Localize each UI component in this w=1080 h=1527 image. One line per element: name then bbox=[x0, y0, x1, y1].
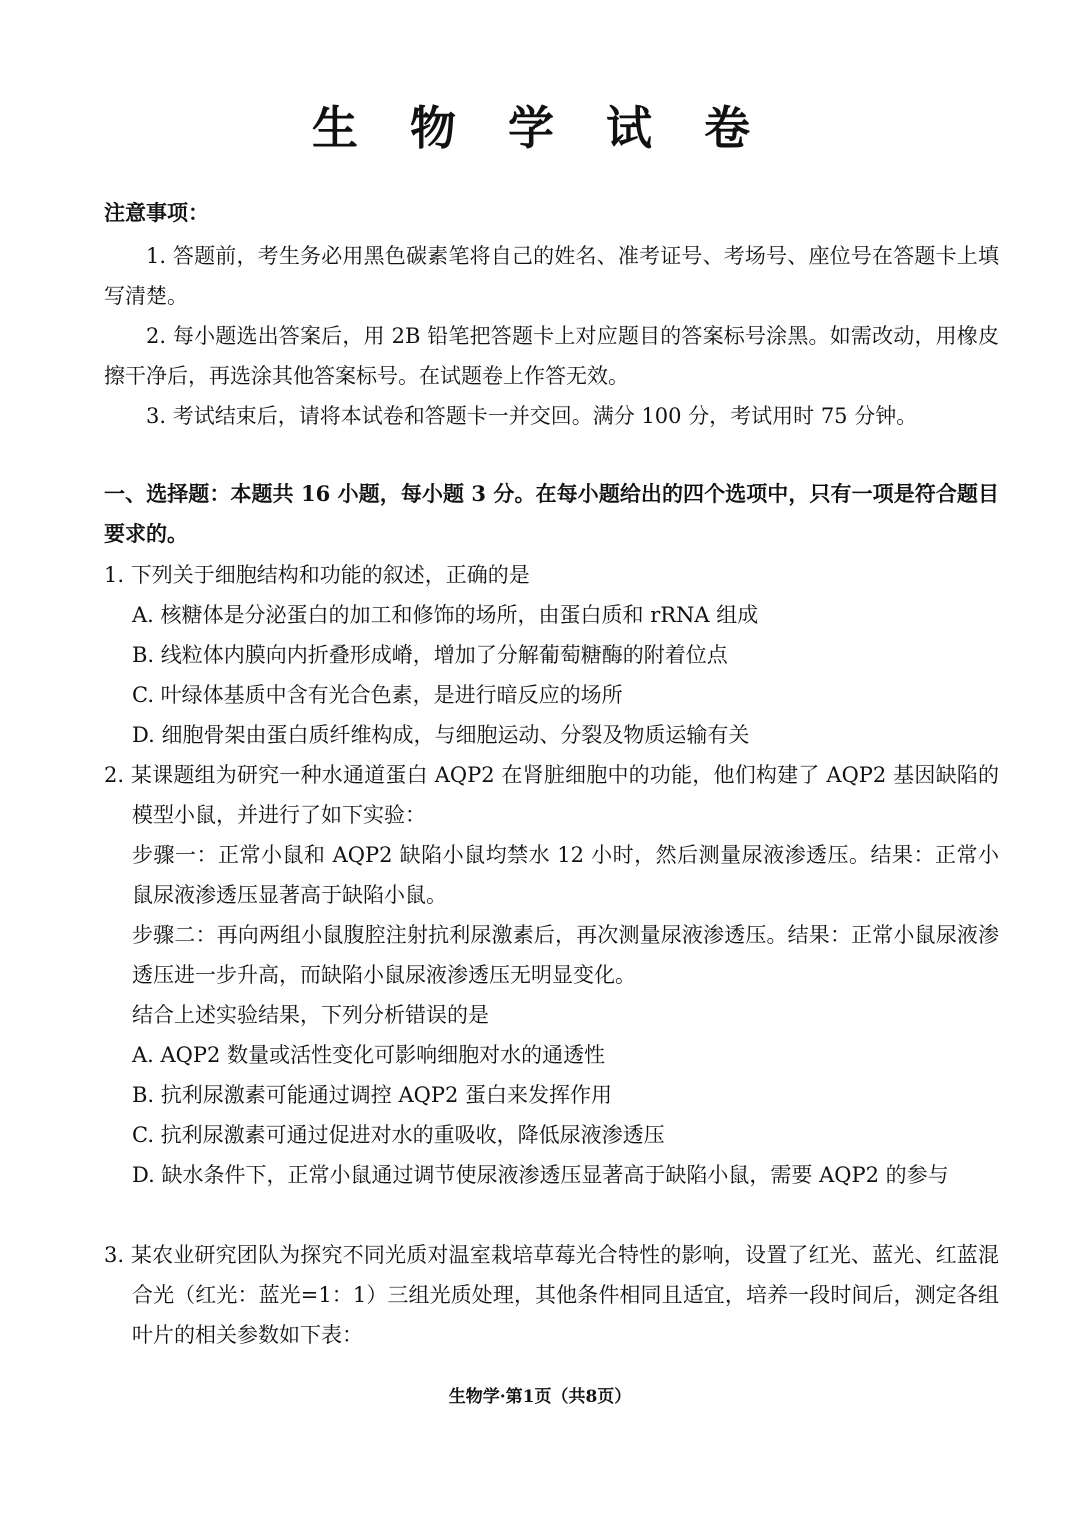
question-3-stem: 3. 某农业研究团队为探究不同光质对温室栽培草莓光合特性的影响，设置了红光、蓝光、红蓝混合光（红光：蓝光=1：1）三组光质处理，其他条件相同且适宜，培养一段时间后，测定各组叶片的相关参数如下表： bbox=[104, 1243, 999, 1347]
notice-item-3: 3. 考试结束后，请将本试卷和答题卡一并交回。满分 100 分，考试用时 75 分钟。 bbox=[146, 404, 918, 428]
question-2-stem: 2. 某课题组为研究一种水通道蛋白 AQP2 在肾脏细胞中的功能，他们构建了 AQP2 基因缺陷的模型小鼠，并进行了如下实验： bbox=[104, 763, 999, 827]
question-2-option-b: B. 抗利尿激素可能通过调控 AQP2 蛋白来发挥作用 bbox=[132, 1083, 613, 1107]
page-title: 生 物 学 试 卷 bbox=[311, 101, 769, 155]
question-2-step-1: 步骤一：正常小鼠和 AQP2 缺陷小鼠均禁水 12 小时，然后测量尿液渗透压。结果：正常小鼠尿液渗透压显著高于缺陷小鼠。 bbox=[132, 843, 999, 907]
question-1-option-b: B. 线粒体内膜向内折叠形成嵴，增加了分解葡萄糖酶的附着位点 bbox=[132, 643, 728, 667]
question-1-option-a: A. 核糖体是分泌蛋白的加工和修饰的场所，由蛋白质和 rRNA 组成 bbox=[132, 603, 759, 627]
page-footer: 生物学·第1页（共8页） bbox=[448, 1387, 632, 1407]
question-2-option-d: D. 缺水条件下，正常小鼠通过调节使尿液渗透压显著高于缺陷小鼠，需要 AQP2 的参与 bbox=[132, 1163, 949, 1187]
notice-item-2: 2. 每小题选出答案后，用 2B 铅笔把答题卡上对应题目的答案标号涂黑。如需改动，用橡皮擦干净后，再选涂其他答案标号。在试题卷上作答无效。 bbox=[104, 324, 999, 388]
question-1-option-d: D. 细胞骨架由蛋白质纤维构成，与细胞运动、分裂及物质运输有关 bbox=[132, 723, 750, 747]
question-2-option-c: C. 抗利尿激素可通过促进对水的重吸收，降低尿液渗透压 bbox=[132, 1123, 665, 1147]
question-1-stem: 1. 下列关于细胞结构和功能的叙述，正确的是 bbox=[104, 563, 530, 587]
section-heading: 一、选择题：本题共 16 小题，每小题 3 分。在每小题给出的四个选项中，只有一项是符合题目要求的。 bbox=[104, 481, 999, 546]
question-2-option-a: A. AQP2 数量或活性变化可影响细胞对水的通透性 bbox=[132, 1043, 606, 1067]
notice-heading: 注意事项： bbox=[104, 200, 209, 225]
question-2-prompt: 结合上述实验结果，下列分析错误的是 bbox=[132, 1003, 489, 1027]
notice-item-1: 1. 答题前，考生务必用黑色碳素笔将自己的姓名、准考证号、考场号、座位号在答题卡上填写清楚。 bbox=[104, 244, 999, 308]
question-1-option-c: C. 叶绿体基质中含有光合色素，是进行暗反应的场所 bbox=[132, 683, 623, 707]
question-2-step-2: 步骤二：再向两组小鼠腹腔注射抗利尿激素后，再次测量尿液渗透压。结果：正常小鼠尿液渗透压进一步升高，而缺陷小鼠尿液渗透压无明显变化。 bbox=[132, 923, 999, 987]
